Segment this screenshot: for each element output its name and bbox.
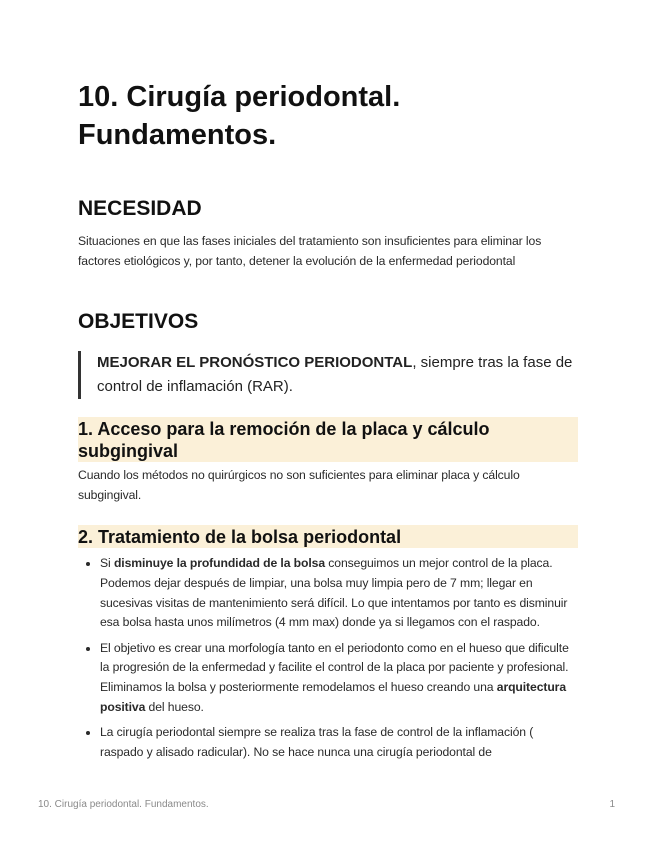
document-page <box>78 78 578 768</box>
quote-text: , siempre tras la fase de control de inflamación (RAR). <box>97 354 573 396</box>
section1-text: Cuando los métodos no quirúrgicos no son suficientes para eliminar placa y cálculo subgingival. <box>78 468 520 502</box>
heading-objetivos: OBJETIVOS <box>78 310 199 334</box>
bullet-text: conseguimos un mejor control de la placa. Podemos dejar después de limpiar, una bolsa muy limpia pero de 7 mm; llegar en sucesivas visitas de mantenimiento será difícil. Lo que intentamos por tanto es disminuir esa bolsa hasta unos milímetros (4 mm max) donde ya si llegamos con el raspado. <box>100 556 568 630</box>
section2-heading: 2. Tratamiento de la bolsa periodontal <box>78 525 578 548</box>
list-item <box>100 639 578 717</box>
objetivos-quote <box>78 351 578 399</box>
footer-page-number: 1 <box>609 799 615 810</box>
footer-title: 10. Cirugía periodontal. Fundamentos. <box>38 799 209 810</box>
bullet-text: El objetivo es crear una morfología tanto en el periodonto como en el hueso que dificulte la progresión de la enfermedad y facilite el control de la placa por paciente y profesional. Eliminamos la bolsa y posteriormente remodelamos el hueso creando una <box>100 640 569 694</box>
page-title: 10. Cirugía periodontal. Fundamentos. <box>78 81 401 151</box>
heading-necesidad: NECESIDAD <box>78 197 202 220</box>
necesidad-text: Situaciones en que las fases iniciales del tratamiento son insuficientes para eliminar los factores etiológicos y, por tanto, detener la evolución de la enfermedad periodontal <box>78 234 542 268</box>
bullet-text: Si <box>100 556 114 571</box>
list-item <box>100 723 578 762</box>
section1-heading: 1. Acceso para la remoción de la placa y cálculo subgingival <box>78 417 578 462</box>
bullet-bold-text: disminuye la profundidad de la bolsa <box>113 556 326 571</box>
bullet-text: La cirugía periodontal siempre se realiza tras la fase de control de la inflamación ( raspado y alisado radicular). No se hace nunca una cirugía periodontal de <box>100 725 534 759</box>
list-item <box>100 554 578 632</box>
bullet-bold-text: arquitectura positiva <box>100 679 567 714</box>
section2-bullet-list <box>78 554 578 762</box>
bullet-text: del hueso. <box>145 699 204 714</box>
quote-bold-text: MEJORAR EL PRONÓSTICO PERIODONTAL <box>97 354 413 372</box>
